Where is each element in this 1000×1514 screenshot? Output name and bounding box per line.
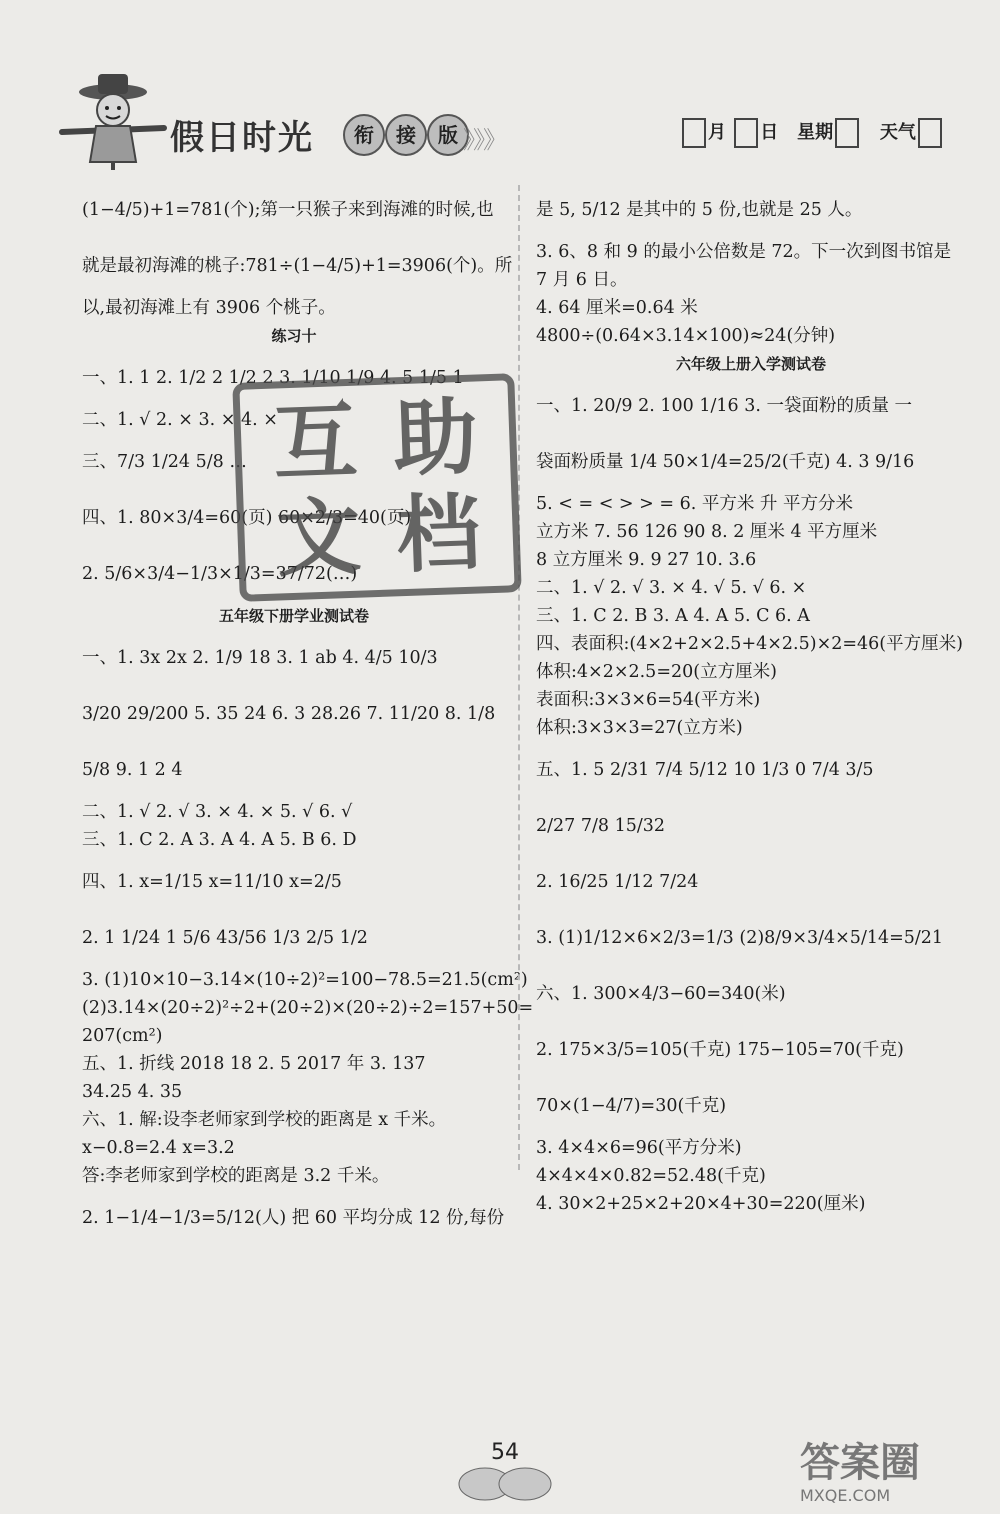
text-line: 2. 5/6×3/4−1/3×1/3=37/72(…)	[82, 564, 358, 584]
text-line: 一、1. 1 2. 1/2 2 1/2 2 3. 1/10 1/9 4. 5 1/5 1	[82, 368, 464, 388]
text-line: 六、1. 300×4/3−60=340(米)	[536, 984, 786, 1004]
text-line: 一、1. 3x 2x 2. 1/9 18 3. 1 ab 4. 4/5 10/3	[82, 648, 438, 668]
text-line: 3. (1)10×10−3.14×(10÷2)²=100−78.5=21.5(cm²)	[82, 970, 528, 990]
text-line: 六、1. 解:设李老师家到学校的距离是 x 千米。	[82, 1110, 447, 1130]
text-line: 一、1. 20/9 2. 100 1/16 3. 一袋面粉的质量 一	[536, 396, 913, 416]
text-line: (2)3.14×(20÷2)²÷2+(20÷2)×(20÷2)÷2=157+50=	[82, 998, 534, 1018]
brand-title: 假日时光	[170, 118, 314, 158]
stamp-char: 互	[271, 391, 360, 493]
text-line: 70×(1−4/7)=30(千克)	[536, 1096, 727, 1116]
site-watermark	[800, 1440, 980, 1510]
right-column	[536, 182, 966, 1218]
text-line: 3. 6、8 和 9 的最小公倍数是 72。下一次到图书馆是	[536, 242, 952, 262]
text-line: 就是最初海滩的桃子:781÷(1−4/5)+1=3906(个)。所	[82, 256, 513, 276]
text-line: 4×4×4×0.82=52.48(千克)	[536, 1166, 766, 1186]
text-line: 是 5, 5/12 是其中的 5 份,也就是 25 人。	[536, 200, 863, 220]
text-line: 2. 1−1/4−1/3=5/12(人) 把 60 平均分成 12 份,每份	[82, 1208, 505, 1228]
stamp-char: 文	[275, 487, 363, 589]
day-label: 日	[760, 122, 779, 143]
text-line: 4. 30×2+25×2+20×4+30=220(厘米)	[536, 1194, 866, 1214]
section-heading: 练习十	[271, 327, 317, 345]
watermark-text: 答案圈	[800, 1440, 920, 1486]
text-line: 立方米 7. 56 126 90 8. 2 厘米 4 平方厘米	[536, 522, 878, 542]
text-line: 二、1. √ 2. √ 3. × 4. × 5. √ 6. √	[82, 802, 353, 822]
text-line: 四、1. 80×3/4=60(页) 60×2/3=40(页)	[82, 508, 412, 528]
section-heading: 五年级下册学业测试卷	[218, 607, 369, 625]
day-box[interactable]	[734, 118, 758, 148]
chevron-right-icon: 》》》	[463, 126, 505, 154]
text-line: 二、1. √ 2. √ 3. × 4. √ 5. √ 6. ×	[536, 578, 807, 598]
scarecrow-mascot-icon	[58, 70, 168, 170]
text-line: 四、表面积:(4×2+2×2.5+4×2.5)×2=46(平方厘米)	[536, 634, 963, 654]
weekday-label: 星期	[797, 122, 834, 143]
badge-ban: 版	[427, 114, 469, 156]
date-weather-fields	[680, 118, 944, 148]
stamp-char: 档	[394, 482, 483, 584]
text-line: 2. 1 1/24 1 5/6 43/56 1/3 2/5 1/2	[82, 928, 368, 948]
text-line: 五、1. 折线 2018 18 2. 5 2017 年 3. 137	[82, 1054, 426, 1074]
text-line: 7 月 6 日。	[536, 270, 628, 290]
text-line: 3. (1)1/12×6×2/3=1/3 (2)8/9×3/4×5/14=5/21	[536, 928, 944, 948]
text-line: 3. 4×4×6=96(平方分米)	[536, 1138, 742, 1158]
text-line: 207(cm²)	[82, 1026, 163, 1046]
watermark-url: MXQE.COM	[800, 1486, 891, 1505]
weather-box[interactable]	[918, 118, 942, 148]
month-box[interactable]	[682, 118, 706, 148]
text-line: 四、1. x=1/15 x=11/10 x=2/5	[82, 872, 342, 892]
text-line: 4. 64 厘米=0.64 米	[536, 298, 698, 318]
text-line: 三、1. C 2. B 3. A 4. A 5. C 6. A	[536, 606, 810, 626]
left-column	[82, 182, 534, 1246]
weather-label: 天气	[879, 122, 916, 143]
text-line: 5/8 9. 1 2 4	[82, 760, 183, 780]
text-line: 体积:4×2×2.5=20(立方厘米)	[536, 662, 777, 682]
text-line: 2/27 7/8 15/32	[536, 816, 666, 836]
text-line: 34.25 4. 35	[82, 1082, 183, 1102]
badge-jie: 接	[385, 114, 427, 156]
text-line: 4800÷(0.64×3.14×100)≈24(分钟)	[536, 326, 836, 346]
text-line: 三、1. C 2. A 3. A 4. A 5. B 6. D	[82, 830, 357, 850]
text-line: 8 立方厘米 9. 9 27 10. 3.6	[536, 550, 757, 570]
column-divider	[518, 185, 520, 1170]
text-line: 2. 175×3/5=105(千克) 175−105=70(千克)	[536, 1040, 904, 1060]
text-line: 表面积:3×3×6=54(平方米)	[536, 690, 761, 710]
text-line: 2. 16/25 1/12 7/24	[536, 872, 699, 892]
text-line: 3/20 29/200 5. 35 24 6. 3 28.26 7. 11/20 8. 1/8	[82, 704, 496, 724]
text-line: 二、1. √ 2. × 3. × 4. ×	[82, 410, 278, 430]
text-line: 以,最初海滩上有 3906 个桃子。	[82, 298, 336, 318]
watermark-stamp	[232, 373, 521, 602]
page-header	[40, 70, 970, 170]
text-line: 体积:3×3×3=27(立方米)	[536, 718, 743, 738]
text-line: x−0.8=2.4 x=3.2	[82, 1138, 235, 1158]
section-heading: 六年级上册入学测试卷	[675, 355, 826, 373]
text-line: 5. < = < > > = 6. 平方米 升 平方分米	[536, 494, 853, 514]
text-line: 三、7/3 1/24 5/8 …	[82, 452, 247, 472]
weekday-box[interactable]	[835, 118, 859, 148]
text-line: 答:李老师家到学校的距离是 3.2 千米。	[82, 1166, 390, 1186]
text-line: 五、1. 5 2/31 7/4 5/12 10 1/3 0 7/4 3/5	[536, 760, 874, 780]
text-line: 袋面粉质量 1/4 50×1/4=25/2(千克) 4. 3 9/16	[536, 452, 915, 472]
flower-decoration-icon	[455, 1462, 555, 1502]
stamp-char: 助	[391, 386, 479, 488]
month-label: 月	[708, 122, 726, 143]
page-number: 54	[491, 1440, 519, 1465]
text-line: (1−4/5)+1=781(个);第一只猴子来到海滩的时候,也	[82, 200, 494, 220]
badge-xian: 衔	[343, 114, 385, 156]
